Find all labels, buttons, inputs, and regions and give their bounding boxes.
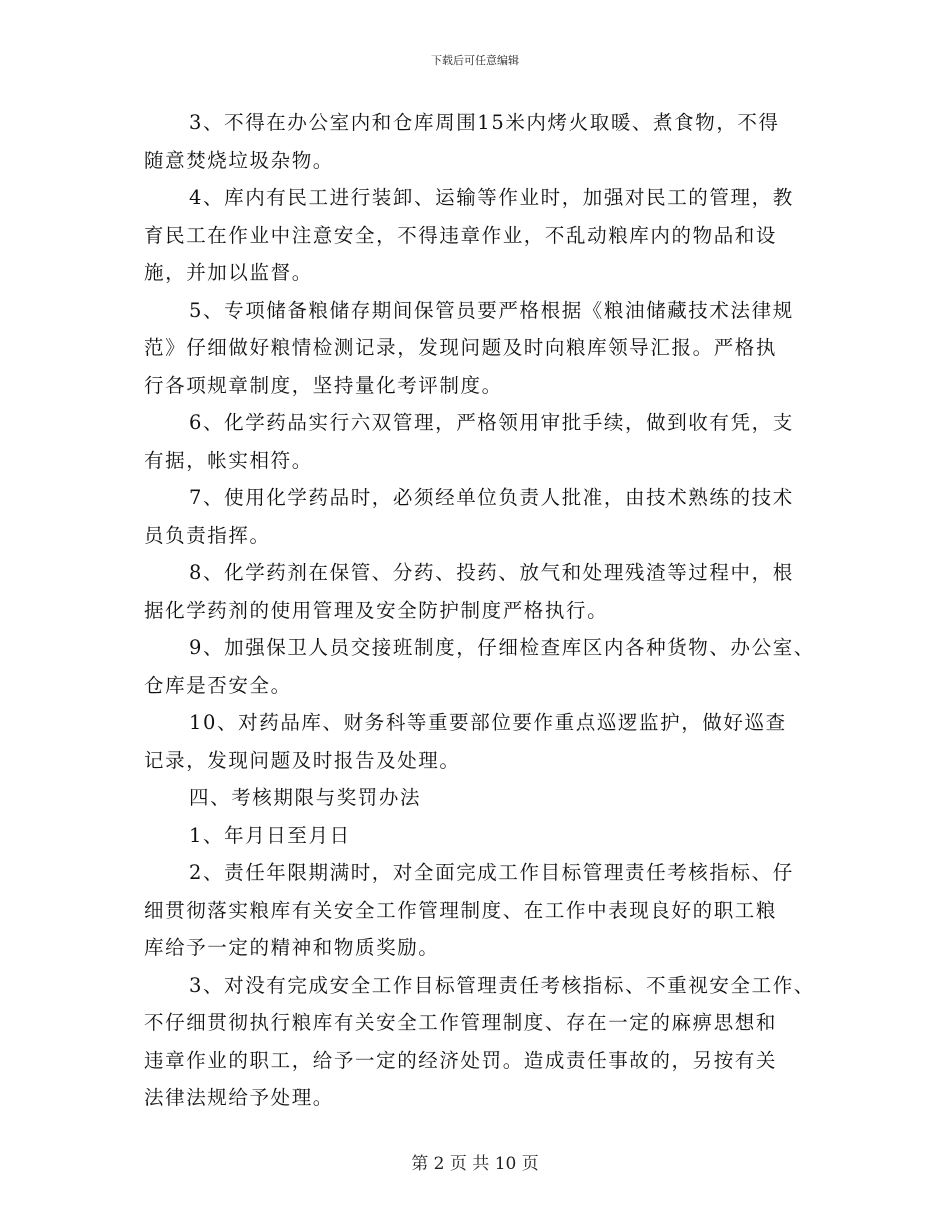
text-line: 行各项规章制度，坚持量化考评制度。 (144, 373, 503, 397)
text-line: 10、对药品库、财务科等重要部位要作重点巡逻监护，做好巡查 (189, 711, 787, 734)
text-line: 四、考核期限与奖罚办法 (189, 786, 422, 809)
text-line: 9、加强保卫人员交接班制度，仔细检查库区内各种货物、办公室、 (189, 636, 815, 659)
text-line: 有据，帐实相符。 (144, 448, 313, 472)
page-number: 第 2 页 共 10 页 (411, 1154, 539, 1174)
text-line: 违章作业的职工，给予一定的经济处罚。造成责任事故的，另按有关 (144, 1048, 778, 1072)
text-line: 法律法规给予处理。 (144, 1086, 334, 1109)
text-line: 细贯彻落实粮库有关安全工作管理制度、在工作中表现良好的职工粮 (144, 898, 778, 922)
text-line: 7、使用化学药品时，必须经单位负责人批准，由技术熟练的技术 (189, 486, 794, 509)
text-line: 范》仔细做好粮情检测记录，发现问题及时向粮库领导汇报。严格执 (144, 336, 778, 359)
text-line: 1、年月日至月日 (189, 823, 351, 847)
text-line: 施，并加以监督。 (144, 261, 313, 284)
text-line: 不仔细贯彻执行粮库有关安全工作管理制度、存在一定的麻痹思想和 (144, 1011, 778, 1034)
text-line: 5、专项储备粮储存期间保管员要严格根据《粮油储藏技术法律规 (189, 298, 794, 322)
text-line: 仓库是否安全。 (144, 673, 292, 697)
text-line: 记录，发现问题及时报告及处理。 (144, 748, 461, 772)
text-line: 6、化学药品实行六双管理，严格领用审批手续，做到收有凭，支 (189, 411, 794, 434)
page-header: 下载后可任意编辑 (431, 54, 519, 67)
text-line: 4、库内有民工进行装卸、运输等作业时，加强对民工的管理，教 (189, 186, 794, 209)
text-line: 员负责指挥。 (144, 523, 271, 547)
text-line: 2、责任年限期满时，对全面完成工作目标管理责任考核指标、仔 (189, 861, 794, 884)
text-line: 据化学药剂的使用管理及安全防护制度严格执行。 (144, 598, 609, 622)
text-line: 育民工在作业中注意安全，不得违章作业，不乱动粮库内的物品和设 (144, 223, 778, 247)
text-line: 库给予一定的精神和物质奖励。 (144, 936, 440, 959)
document-body (144, 113, 830, 1126)
text-line: 3、不得在办公室内和仓库周围15米内烤火取暖、煮食物，不得 (189, 111, 780, 134)
text-line: 随意焚烧垃圾杂物。 (144, 148, 334, 172)
text-line: 3、对没有完成安全工作目标管理责任考核指标、不重视安全工作、 (189, 973, 815, 997)
text-line: 8、化学药剂在保管、分药、投药、放气和处理残渣等过程中，根 (189, 561, 794, 584)
